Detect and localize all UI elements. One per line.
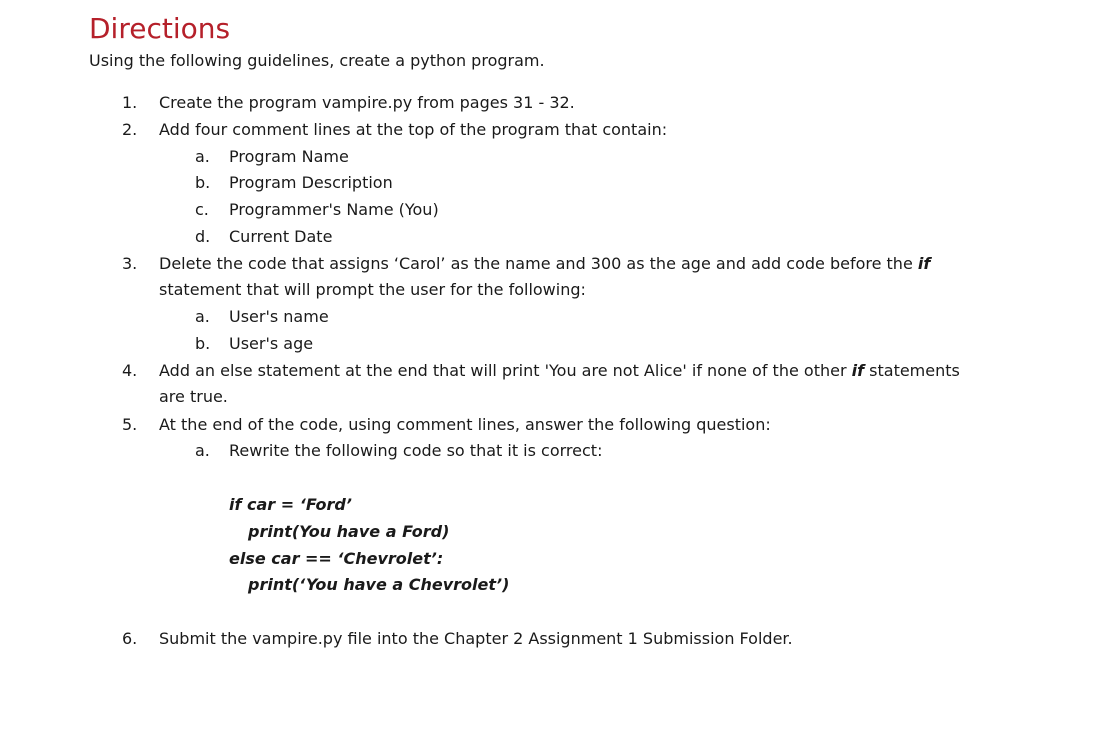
step-text-part: Delete the code that assigns ‘Carol’ as the name and 300 as the age and add code before the	[159, 254, 918, 273]
intro-text: Using the following guidelines, create a python program.	[89, 51, 545, 70]
code-line: if car = ‘Ford’	[229, 495, 352, 514]
keyword-if: if	[917, 254, 931, 273]
sub-letter: a.	[195, 147, 210, 166]
step-number: 4.	[122, 361, 138, 380]
step-number: 2.	[122, 120, 138, 139]
step-text-part: statements	[864, 361, 960, 380]
sub-text: Programmer's Name (You)	[229, 200, 439, 219]
step-number: 1.	[122, 93, 138, 112]
step-number: 6.	[122, 629, 138, 648]
step-text-continued: are true.	[159, 387, 228, 406]
step-text	[159, 254, 930, 274]
step-text-part: Add an else statement at the end that will print 'You are not Alice' if none of the other	[159, 361, 852, 380]
sub-letter: b.	[195, 173, 211, 192]
sub-text: Rewrite the following code so that it is correct:	[229, 441, 603, 460]
step-text: At the end of the code, using comment lines, answer the following question:	[159, 415, 771, 434]
step-text: Add four comment lines at the top of the program that contain:	[159, 120, 668, 139]
code-line: print(You have a Ford)	[248, 522, 450, 541]
keyword-if: if	[851, 361, 865, 380]
step-text: Create the program vampire.py from pages 31 - 32.	[159, 93, 575, 112]
step-number: 3.	[122, 254, 138, 273]
step-text-continued: statement that will prompt the user for the following:	[159, 280, 586, 299]
code-line: else car == ‘Chevrolet’:	[229, 549, 444, 568]
sub-text: User's age	[229, 334, 314, 353]
step-text	[159, 361, 960, 381]
sub-letter: a.	[195, 441, 210, 460]
sub-text: Program Description	[229, 173, 393, 192]
sub-letter: c.	[195, 200, 209, 219]
sub-letter: b.	[195, 334, 211, 353]
page-title: Directions	[89, 12, 231, 45]
sub-text: Program Name	[229, 147, 349, 166]
sub-text: User's name	[229, 307, 329, 326]
sub-letter: a.	[195, 307, 210, 326]
code-line: print(‘You have a Chevrolet’)	[248, 575, 510, 594]
step-text: Submit the vampire.py file into the Chapter 2 Assignment 1 Submission Folder.	[159, 629, 793, 648]
sub-text: Current Date	[229, 227, 333, 246]
step-number: 5.	[122, 415, 138, 434]
sub-letter: d.	[195, 227, 211, 246]
